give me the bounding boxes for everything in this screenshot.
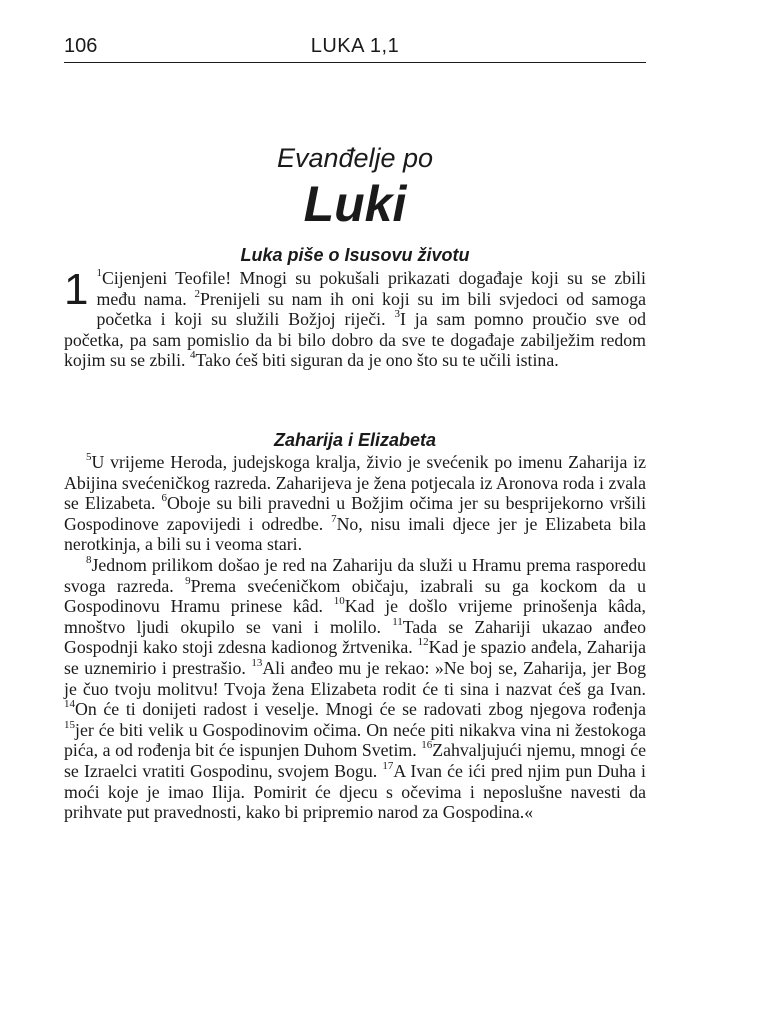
book-title-prefix: Evanđelje po xyxy=(276,143,434,173)
verse-text: Jednom prilikom došao je red na Zahariju da služi u Hramu prema rasporedu svoga razreda. xyxy=(64,554,646,596)
verse-text: Cijenjeni Teofile! Mnogi su pokušali prikazati događaje koji su se zbili među nama. xyxy=(96,268,646,309)
verse-number: 17 xyxy=(382,759,394,772)
verse-text: Tako ćeš biti siguran da je ono što su te učili istina. xyxy=(195,350,559,371)
verse-number: 13 xyxy=(251,657,263,670)
verse-number: 7 xyxy=(331,512,337,525)
verse-text: On će ti donijeti radost i veselje. Mnogi će se radovati zbog njegova rođenja xyxy=(75,699,646,720)
verse-text: A Ivan će ići pred njim pun Duha i moći koje je imao Ilija. Pomirit će djecu s očevima i neposlušne navesti da prihvate put pravednosti, kako bi pripremio narod za Gospodina.« xyxy=(64,760,646,823)
section-heading-zaharija: Zaharija i Elizabeta xyxy=(273,430,437,450)
verse-text: No, nisu imali djece jer je Elizabeta bila nerotkinja, a bili su i veoma stari. xyxy=(64,513,646,555)
verse-text: Prema svećeničkom običaju, izabrali su ga kockom da u Gospodinovu Hramu prinese kâd. xyxy=(64,575,646,617)
verse-number: 8 xyxy=(86,554,92,567)
verse-text: Kad je spazio anđela, Zaharija se uznemirio i prestrašio. xyxy=(64,637,646,678)
verse-number: 3 xyxy=(394,308,400,321)
verse-number: 11 xyxy=(392,615,403,628)
page-number: 106 xyxy=(64,35,98,57)
verse-text: Kad je došlo vrijeme prinošenja kâda, mnoštvo ljudi okupilo se vani i molilo. xyxy=(64,596,646,637)
verse-number: 2 xyxy=(194,287,200,300)
verse-number: 16 xyxy=(421,739,433,752)
verse-number: 4 xyxy=(189,349,196,362)
verse-text: Prenijeli su nam ih oni koji su im bili svjedoci od samoga početka i koji su služili Božjoj riječi. xyxy=(96,288,646,330)
verse-number: 5 xyxy=(86,451,92,464)
page-header xyxy=(64,32,646,63)
verse xyxy=(190,350,559,370)
book-title: Luki xyxy=(303,176,407,232)
verse-text: U vrijeme Heroda, judejskoga kralja, živio je svećenik po imenu Zaharija iz Abijina svećeničkog razreda. Zaharijeva je žena potjecala iz Aronova roda i zvala se Elizabeta. xyxy=(64,452,646,514)
paragraph xyxy=(64,265,647,371)
running-title: LUKA 1,1 xyxy=(310,35,400,57)
section-body-luka xyxy=(64,265,647,371)
section-heading-luka: Luka piše o Isusovu životu xyxy=(240,245,470,265)
verse-number: 15 xyxy=(64,718,75,731)
verse-number: 12 xyxy=(417,636,429,649)
paragraph xyxy=(64,555,646,823)
verse-text: Tada se Zahariji ukazao anđeo Gospodnji kako stoji zdesna kadionog žrtvenika. xyxy=(64,616,646,658)
verse-number: 1 xyxy=(96,267,102,280)
verse-number: 10 xyxy=(333,595,345,608)
verse xyxy=(64,699,646,719)
section-body-zaharija xyxy=(64,452,646,823)
paragraph xyxy=(64,452,646,555)
verse-text: jer će biti velik u Gospodinovim očima. On neće piti nikakva vina ni žestokoga pića, a od rođenja bit će ispunjen Duhom Svetim. xyxy=(64,719,646,761)
verse-number: 14 xyxy=(64,698,75,711)
verse-text: Zahvaljujući njemu, mnogi će se Izraelci vratiti Gospodinu, svojem Bogu. xyxy=(64,740,646,781)
verse-text: Oboje su bili pravedni u Božjim očima jer su besprijekorno vršili Gospodinove zapovijedi i odredbe. xyxy=(64,493,647,534)
verse-number: 6 xyxy=(161,492,167,505)
verse-text: I ja sam pomno proučio sve od početka, pa sam pomislio da bi bilo dobro da sve te događaje zabilježim redom kojim su se zbili. xyxy=(64,309,647,371)
verse-number: 9 xyxy=(185,574,191,587)
verse-text: Ali anđeo mu je rekao: »Ne boj se, Zaharija, jer Bog je čuo tvoju molitvu! Tvoja žena Elizabeta rodit će ti sina i nazvat ćeš ga Ivan. xyxy=(64,657,646,699)
chapter-number: 1 xyxy=(64,265,89,314)
